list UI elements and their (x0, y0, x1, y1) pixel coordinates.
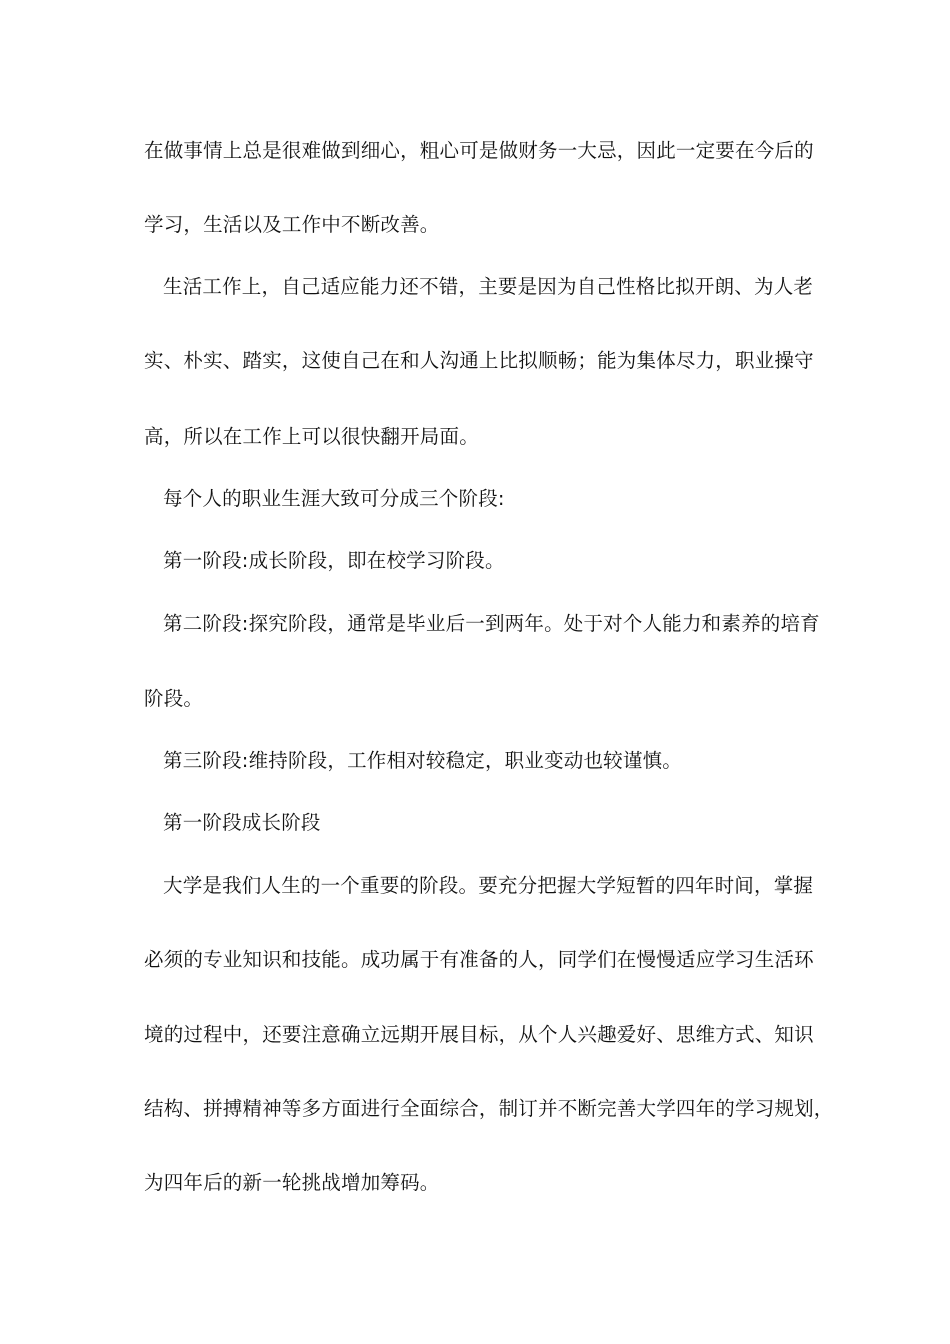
text-line: 学习，生活以及工作中不断改善。 (144, 213, 440, 236)
text-line: 在做事情上总是很难做到细心，粗心可是做财务一大忌，因此一定要在今后的 (144, 139, 814, 162)
text-line: 第三阶段:维持阶段，工作相对较稳定，职业变动也较谨慎。 (163, 749, 682, 772)
text-line: 结构、拼搏精神等多方面进行全面综合，制订并不断完善大学四年的学习规划， (144, 1097, 834, 1120)
text-line: 阶段。 (144, 687, 204, 710)
text-line: 高，所以在工作上可以很快翻开局面。 (144, 425, 479, 448)
text-line: 为四年后的新一轮挑战增加筹码。 (144, 1171, 440, 1194)
section-heading: 第一阶段成长阶段 (163, 811, 321, 834)
text-line: 第二阶段:探究阶段，通常是毕业后一到两年。处于对个人能力和素养的培育 (163, 612, 820, 635)
text-line: 生活工作上，自己适应能力还不错，主要是因为自己性格比拟开朗、为人老 (163, 275, 814, 298)
text-line: 必须的专业知识和技能。成功属于有准备的人，同学们在慢慢适应学习生活环 (144, 948, 814, 971)
text-line: 第一阶段:成长阶段，即在校学习阶段。 (163, 549, 505, 572)
text-line: 每个人的职业生涯大致可分成三个阶段: (163, 487, 505, 510)
text-line: 大学是我们人生的一个重要的阶段。要充分把握大学短暂的四年时间，掌握 (163, 874, 814, 897)
text-line: 境的过程中，还要注意确立远期开展目标，从个人兴趣爱好、思维方式、知识 (144, 1023, 814, 1046)
text-line: 实、朴实、踏实，这使自己在和人沟通上比拟顺畅；能为集体尽力，职业操守 (144, 349, 814, 372)
